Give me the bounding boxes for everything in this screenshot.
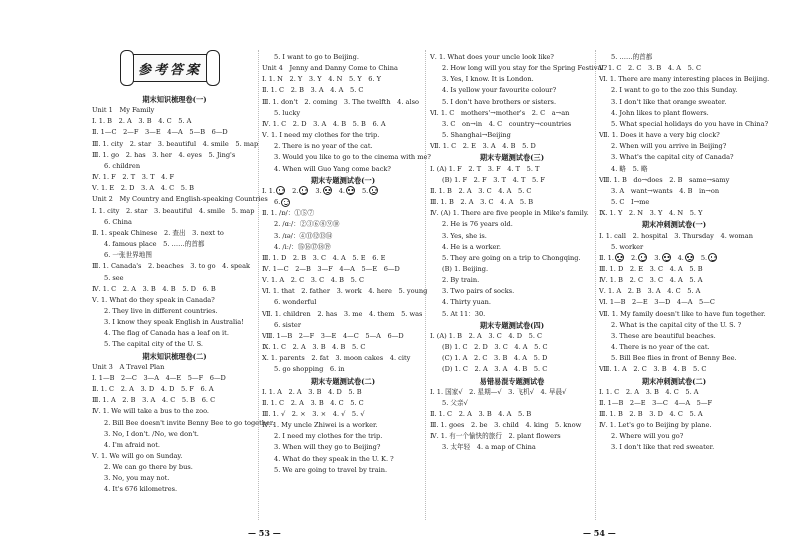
answer-line: Ⅱ. 1. C 2. A 3. D 4. D 5. F 6. A	[92, 385, 214, 394]
answer-line: 2. What is the capital city of the U. S. ?	[611, 320, 742, 329]
answer-line: 5. What special holidays do you have in China?	[611, 119, 769, 128]
question-number: Ⅱ. 1.	[599, 253, 614, 262]
answer-line: 2. When will you arrive in Beijing?	[611, 142, 727, 151]
answer-line: 5. At 11：30.	[442, 309, 486, 318]
column-3	[430, 52, 608, 454]
answer-line: 4. There is no year of the cat.	[611, 343, 710, 352]
answer-line: 3. I know they speak English in Australia!	[104, 318, 244, 327]
column-4	[599, 52, 770, 454]
answer-line: 2. We can go there by bus.	[104, 463, 193, 472]
answer-line: Unit 4 Jenny and Danny Come to China	[262, 64, 398, 73]
section-heading: 易错易混专题测试卷	[479, 376, 545, 386]
answer-line: Ⅲ. 1. D 2. B 3. C 4. A 5. E 6. E	[262, 253, 386, 262]
answer-line: 3. When will they go to Beijing?	[274, 443, 381, 452]
sad-face-icon	[615, 253, 624, 262]
section-heading: 期末知识梳理卷(一)	[142, 95, 207, 104]
answer-line: 5. We are going to travel by train.	[274, 465, 388, 474]
answer-line: 5. I want to go to Beijing.	[274, 53, 359, 61]
question-number: 4.	[338, 186, 345, 195]
answer-line: Ⅴ. 1. A 2. B 3. A 4. C 5. A	[599, 287, 701, 296]
answer-line: 4. John likes to plant flowers.	[611, 108, 709, 117]
answer-line: (B) 1. Beijing.	[442, 264, 489, 273]
answer-line: Ⅳ. 1. B 2. C 3. C 4. A 5. A	[599, 276, 703, 285]
answer-line: 3. Would you like to go to the cinema with me?	[274, 153, 431, 162]
section-heading: 期末冲刺测试卷(一)	[641, 220, 707, 230]
answer-line: 4. I'm afraid not.	[104, 440, 160, 449]
answer-line: Ⅴ. 1. What does your uncle look like?	[430, 53, 554, 61]
answer-line: Ⅴ. 1. What do they speak in Canada?	[92, 295, 215, 304]
answer-line: 2. Bill Bee doesn't invite Benny Bee to go together.	[104, 418, 275, 427]
answer-line: Ⅳ. 1. Let's go to Beijing by plane.	[599, 421, 712, 430]
answer-line: Ⅱ. 1. C 2. A 3. B 4. C 5. C	[262, 398, 364, 407]
answer-line: 4. famous place 5. ……的首都	[104, 240, 205, 249]
smiley-face-icon	[276, 186, 285, 195]
answer-line: 6. 一张世界地图	[104, 251, 152, 260]
answer-line: 2. There is no year of the cat.	[274, 142, 373, 151]
answer-line: Ⅱ. 1. speak Chinese 2. 查出 3. next to	[92, 228, 224, 237]
answer-line: 6. wonderful	[274, 298, 317, 307]
answer-line: Ⅶ. 1. C 2. E 3. A 4. B 5. D	[430, 142, 536, 151]
answer-line: 2. How long will you stay for the Spring Festival?	[442, 64, 608, 73]
answer-line: 2. I need my clothes for the trip.	[274, 432, 383, 441]
answer-line: 3. Two pairs of socks.	[442, 287, 515, 296]
smiley-face-icon	[299, 186, 308, 195]
page-number-right: — 54 —	[583, 528, 616, 538]
section-heading: 期末冲刺测试卷(二)	[641, 376, 707, 386]
answer-line: 5. 父亲√	[442, 398, 468, 407]
answer-line: Ⅶ. 1. Does it have a very big clock?	[599, 131, 720, 140]
answer-line: (D) 1. C 2. A 3. A 4. B 5. C	[442, 365, 548, 374]
question-number: 2.	[630, 253, 638, 262]
section-heading: 期末专题测试卷(四)	[479, 320, 545, 330]
answer-line: Ⅳ. 1. We will take a bus to the zoo.	[92, 407, 210, 416]
answer-line: Ⅳ. 1. C 2. D 3. A 4. B 5. B 6. A	[262, 119, 386, 128]
answer-line: Ⅵ. 1. There are many interesting places in Beijing.	[599, 75, 770, 84]
faces-answer-row	[599, 253, 749, 264]
answer-line: Ⅰ. 1. C 2. A 3. B 4. C 5. A	[599, 387, 699, 396]
answer-line: 2. I want to go to the zoo this Sunday.	[611, 86, 738, 95]
answer-line: Ⅱ. 1. C 2. A 3. B 4. A 5. B	[430, 410, 532, 418]
answer-line: 4. What do they speak in the U. K. ?	[274, 454, 394, 463]
question-number: 5.	[700, 253, 708, 262]
answer-line: Ⅹ. 1. parents 2. fat 3. moon cakes 4. city	[262, 354, 411, 363]
answer-line: Ⅲ. 1. Canada's 2. beaches 3. to go 4. speak	[92, 262, 251, 271]
column-divider	[595, 50, 596, 520]
answer-line: 5. They are going on a trip to Chongqing.	[442, 253, 581, 262]
answer-line: Ⅳ. 1. My uncle Zhiwei is a worker.	[262, 421, 378, 430]
sad-face-icon	[369, 186, 378, 195]
answer-line: 2. He is 76 years old.	[442, 220, 513, 229]
banner-title: 参考答案	[137, 62, 202, 78]
question-number: Ⅰ. 1.	[262, 186, 276, 195]
answer-line: Ⅱ. 1. /ɒ/：①⑤⑦	[262, 209, 315, 218]
answer-line: Ⅲ. 1. √ 2. × 3. × 4. √ 5. √	[262, 410, 365, 418]
question-number: 3.	[654, 253, 661, 262]
answer-line: 5. C I→me	[611, 198, 650, 207]
column-divider	[425, 50, 426, 520]
answer-line: Ⅱ. 1. C 2. B 3. A 4. A 5. C	[262, 86, 364, 95]
answer-line: 4. It's 676 kilometres.	[104, 485, 178, 494]
answer-line: Ⅱ. 1. B 2. A 3. C 4. A 5. C	[430, 186, 532, 195]
answer-line: 5. go shopping 6. in	[274, 365, 345, 374]
answer-line: Ⅲ. 1. go 2. has 3. her 4. eyes 5. Jing's	[92, 150, 236, 159]
answer-line: Ⅰ. (A) 1. B 2. A 3. C 4. D 5. C	[430, 331, 543, 340]
answer-line: Ⅲ. 1. B 2. A 3. C 4. A 5. B	[430, 198, 534, 207]
answer-key-banner	[128, 54, 212, 82]
answer-line: Ⅰ. 1. call 2. hospital 3. Thursday 4. woman	[599, 231, 753, 240]
answer-line: (B) 1. F 2. F 3. T 4. T 5. F	[442, 175, 545, 184]
answer-line: Ⅳ. 1. F 2. T 3. T 4. F	[92, 173, 175, 182]
answer-line: 3. A want→wants 4. B in→on	[611, 186, 720, 195]
answer-line: Ⅷ. 1. A 2. C 3. B 4. B 5. C	[599, 365, 707, 374]
answer-line: 3. These are beautiful beaches.	[611, 331, 716, 340]
answer-line: 5. worker	[611, 242, 644, 251]
answer-line: 5. ……的首都	[611, 53, 653, 61]
answer-line: Ⅰ. 1. N 2. Y 3. Y 4. N 5. Y 6. Y	[262, 75, 382, 84]
answer-line: 4. Thirty yuan.	[442, 298, 492, 307]
answer-line: Ⅶ. 1. children 2. has 3. me 4. them 5. was	[262, 309, 423, 318]
answer-line: 4. 略 5. 略	[611, 164, 648, 173]
answer-line: 3. What's the capital city of Canada?	[611, 153, 734, 162]
answer-line: 6. sister	[274, 320, 301, 329]
answer-line: 3. I don't like that red sweater.	[611, 443, 715, 452]
column-2	[262, 52, 431, 476]
sad-face-icon	[323, 186, 332, 195]
answer-line: 3. No, I don't. /No, we don't.	[104, 429, 199, 438]
section-heading: 期末知识梳理卷(二)	[142, 351, 207, 361]
answer-line: 4. /iː/：⑮⑯⑰⑱⑲	[274, 242, 331, 251]
answer-line: 5. see	[104, 273, 124, 282]
answer-line: Ⅵ. 1. C mothers'→mother's 2. C a→an	[430, 108, 570, 117]
answer-line: 3. /ɪə/：④⑪⑫⑬⑭	[274, 231, 333, 240]
answer-line: 5. I don't have brothers or sisters.	[442, 97, 557, 106]
answer-line: 4. He is a worker.	[442, 242, 501, 251]
answer-line: Ⅰ. 1. A 2. A 3. B 4. D 5. B	[262, 387, 362, 396]
smiley-face-icon	[346, 186, 355, 195]
answer-line: 3. 太年轻 4. a map of China	[442, 443, 536, 452]
answer-line: 2. Where will you go?	[611, 432, 684, 441]
answer-line: 2. By train.	[442, 276, 480, 285]
answer-line: Ⅴ. 1. We will go on Sunday.	[92, 452, 183, 460]
answer-line: Ⅳ. 1. 有一个愉快的旅行 2. plant flowers	[430, 432, 561, 441]
section-heading: 期末专题测试卷(一)	[310, 175, 376, 185]
smiley-face-icon	[662, 253, 671, 262]
answer-line: Ⅱ. 1—C 2—F 3—E 4—A 5—B 6—D	[92, 128, 228, 137]
answer-line: Ⅷ. 1. B do→does 2. B same→samy	[599, 175, 730, 184]
answer-line: 4. When will Guo Yang come back?	[274, 164, 391, 173]
answer-line: 3. Yes, she is.	[442, 231, 487, 240]
answer-line: (C) 1. A 2. C 3. B 4. A 5. D	[442, 354, 548, 363]
answer-line: Unit 3 A Travel Plan	[92, 362, 165, 371]
answer-line: Ⅰ. 1. city 2. star 3. beautiful 4. smile 5. map	[92, 206, 255, 215]
answer-line: Ⅰ. 1—B 2—C 3—A 4—E 5—F 6—D	[92, 373, 226, 382]
answer-line: Ⅲ. 1. don't 2. coming 3. The twelfth 4. also	[262, 97, 419, 106]
answer-line: 3. I don't like that orange sweater.	[611, 97, 727, 106]
faces-answer-row	[262, 186, 424, 197]
question-number: 3.	[315, 186, 322, 195]
answer-line: 5. Bill Bee flies in front of Benny Bee.	[611, 354, 737, 363]
section-heading: 期末专题测试卷(二)	[310, 376, 376, 386]
answer-line: Unit 1 My Family	[92, 106, 155, 115]
answer-line: 5. The capital city of the U. S.	[104, 340, 203, 349]
column-divider	[258, 50, 259, 520]
answer-line: Unit 2 My Country and English-speaking Countries	[92, 195, 268, 204]
answer-line: Ⅵ. 1—B 2—E 3—D 4—A 5—C	[599, 298, 715, 307]
answer-line: 5. lucky	[274, 108, 301, 117]
answer-line: 6. children	[104, 161, 141, 170]
answer-line: Ⅴ. 1. I need my clothes for the trip.	[262, 131, 380, 140]
answer-line: Ⅴ. 1. A 2. C 3. C 4. B 5. C	[262, 276, 365, 285]
answer-line: 3. C on→in 4. C country→countries	[442, 119, 572, 128]
answer-line: 6.	[262, 197, 424, 208]
answer-line: 2. They live in different countries.	[104, 306, 218, 315]
smiley-face-icon	[708, 253, 717, 262]
smiley-face-icon	[281, 198, 290, 207]
sad-face-icon	[685, 253, 694, 262]
section-heading: 期末专题测试卷(三)	[479, 153, 545, 163]
answer-line: Ⅸ. 1. Y 2. N 3. Y 4. N 5. Y	[599, 209, 703, 218]
answer-line: Ⅲ. 1. A 2. B 3. A 4. C 5. B 6. C	[92, 396, 216, 405]
answer-line: Ⅳ. (A) 1. There are five people in Mike's family.	[430, 209, 589, 218]
answer-line: 3. Yes, I know. It is London.	[442, 75, 534, 84]
answer-line: Ⅳ. 1. C 2. A 3. B 4. B 5. D 6. B	[92, 284, 216, 293]
answer-line: Ⅸ. 1. C 2. A 3. B 4. B 5. C	[262, 343, 366, 352]
answer-line: Ⅲ. 1. city 2. star 3. beautiful 4. smile 5. map	[92, 139, 259, 148]
answer-line: 3. No, you may not.	[104, 474, 170, 483]
question-number: 4.	[677, 253, 684, 262]
question-number: 5.	[361, 186, 369, 195]
answer-line: 5. Shanghai→Beijing	[442, 131, 511, 140]
answer-line: Ⅰ. 1. 国家√ 2. 星期—√ 3. 飞机√ 4. 早晨√	[430, 387, 567, 396]
answer-line: 6. China	[104, 217, 132, 226]
answer-line: Ⅲ. 1. goes 2. be 3. child 4. king 5. know	[430, 421, 582, 430]
smiley-face-icon	[638, 253, 647, 262]
page-number-left: — 53 —	[248, 528, 281, 538]
answer-line: Ⅰ. 1. B 2. A 3. B 4. C 5. A	[92, 117, 192, 126]
answer-line: Ⅶ. 1. My family doesn't like to have fun together.	[599, 309, 766, 318]
answer-line: (B) 1. C 2. D 3. C 4. A 5. C	[442, 343, 548, 352]
answer-line: Ⅲ. 1. D 2. E 3. C 4. A 5. B	[599, 264, 703, 273]
answer-line: Ⅵ. 1. that 2. father 3. work 4. here 5. young	[262, 287, 428, 296]
question-number: 2.	[292, 186, 299, 195]
column-1	[92, 94, 275, 496]
answer-line: 2. /ɑː/：②③⑥⑧⑨⑩	[274, 220, 340, 229]
answer-line: 4. Is yellow your favourite colour?	[442, 86, 557, 95]
answer-line: Ⅳ. 1—C 2—B 3—F 4—A 5—E 6—D	[262, 264, 400, 273]
answer-line: Ⅲ. 1. B 2. B 3. D 4. C 5. A	[599, 410, 703, 418]
answer-line: Ⅷ. 1—B 2—F 3—E 4—C 5—A 6—D	[262, 331, 404, 340]
answer-line: Ⅰ. (A) 1. F 2. T 3. F 4. T 5. T	[430, 164, 540, 173]
answer-line: Ⅱ. 1—B 2—E 3—C 4—A 5—F	[599, 398, 713, 407]
answer-line: Ⅴ. 1. C 2. C 3. B 4. A 5. C	[599, 64, 702, 73]
answer-line: Ⅴ. 1. E 2. D 3. A 4. C 5. B	[92, 184, 195, 193]
answer-line: 4. The flag of Canada has a leaf on it.	[104, 329, 229, 338]
